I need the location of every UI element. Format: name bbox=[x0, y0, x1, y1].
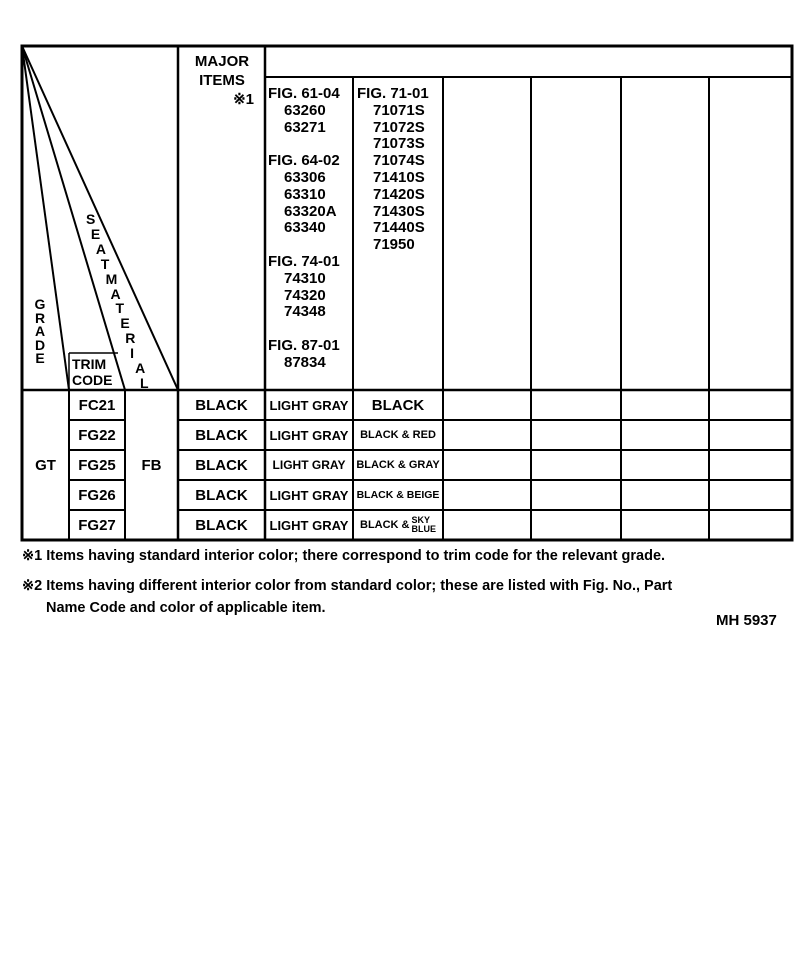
figure-line: 71410S bbox=[373, 168, 425, 186]
figure-line: 63320A bbox=[284, 202, 337, 220]
color-cell: LIGHT GRAY bbox=[269, 427, 349, 443]
seat-material-letter: S bbox=[86, 211, 96, 227]
figure-line: 63260 bbox=[284, 101, 326, 119]
trim-code-cell: FC21 bbox=[78, 396, 116, 414]
grade-value: GT bbox=[35, 456, 56, 474]
note-2-line-2: Name Code and color of applicable item. bbox=[46, 600, 326, 616]
figure-line: FIG. 87-01 bbox=[268, 336, 340, 354]
figure-line: 74348 bbox=[284, 303, 326, 321]
trim-code-header: TRIM CODE bbox=[72, 356, 113, 388]
note-2-line-1: ※2 Items having different interior color from standard color; these are listed with Fig. No., Part bbox=[22, 578, 673, 594]
color-main: BLACK & bbox=[360, 519, 410, 531]
color-cell: LIGHT GRAY bbox=[272, 458, 346, 472]
seat-material-letter: A bbox=[110, 285, 121, 302]
figure-line: 71430S bbox=[373, 202, 425, 220]
figure-line: 71420S bbox=[373, 185, 425, 203]
grade-letter: R bbox=[34, 309, 46, 326]
trim-code-cell: FG26 bbox=[78, 486, 116, 504]
grade-header bbox=[32, 298, 48, 366]
figure-column-1 bbox=[268, 86, 340, 372]
color-cell: LIGHT GRAY bbox=[269, 517, 349, 533]
color-cell: LIGHT GRAY bbox=[269, 397, 349, 413]
major-color-cell: BLACK bbox=[195, 396, 248, 414]
figure-line: FIG. 74-01 bbox=[268, 252, 340, 270]
figure-line: 87834 bbox=[284, 353, 326, 371]
figure-line: 71950 bbox=[373, 236, 415, 254]
figure-line: 71440S bbox=[373, 219, 425, 237]
figure-line: 74310 bbox=[284, 269, 326, 287]
seat-material-letter: E bbox=[90, 225, 101, 242]
seat-material-letter: M bbox=[105, 270, 118, 287]
seat-material-letter: I bbox=[130, 345, 135, 362]
note-1: ※1 Items having standard interior color; there correspond to trim code for the relevant grade. bbox=[22, 548, 666, 564]
seat-material-letter: T bbox=[100, 255, 110, 272]
color-cell: BLACK & RED bbox=[360, 429, 436, 441]
figure-column-2 bbox=[357, 86, 429, 254]
figure-line bbox=[268, 237, 340, 254]
figure-line: FIG. 61-04 bbox=[268, 85, 340, 102]
color-cell: BLACK & BEIGE bbox=[356, 489, 440, 501]
document-code: MH 5937 bbox=[716, 612, 777, 629]
major-color-cell: BLACK bbox=[195, 516, 248, 534]
grade-letter: E bbox=[35, 350, 45, 366]
color-cell: BLACK & GRAY bbox=[356, 459, 440, 471]
figure-line: 63310 bbox=[284, 185, 326, 203]
seat-material-letter: E bbox=[120, 315, 130, 332]
color-cell: BLACK bbox=[371, 396, 425, 414]
color-cell bbox=[353, 510, 443, 540]
figure-line: 71071S bbox=[373, 101, 425, 119]
major-color-cell: BLACK bbox=[195, 426, 248, 444]
figure-line: 71072S bbox=[373, 118, 425, 136]
figure-line bbox=[268, 321, 340, 338]
seat-material-letter: A bbox=[95, 240, 106, 257]
trim-code-cell: FG22 bbox=[78, 426, 116, 444]
grade-letter: G bbox=[34, 296, 46, 312]
major-color-cell: BLACK bbox=[195, 456, 248, 474]
seat-material-value: FB bbox=[141, 456, 162, 474]
grade-letter: D bbox=[34, 336, 46, 353]
seat-material-letter: T bbox=[115, 300, 125, 317]
color-stacked: SKY BLUE bbox=[411, 515, 436, 534]
seat-material-letter: R bbox=[125, 330, 136, 347]
figure-line: 71074S bbox=[373, 152, 425, 170]
seat-material-letter: A bbox=[135, 360, 146, 377]
figure-line: FIG. 71-01 bbox=[357, 85, 429, 102]
grade-letter: A bbox=[34, 323, 46, 339]
figure-line: 71073S bbox=[373, 135, 425, 153]
trim-code-cell: FG25 bbox=[78, 456, 116, 474]
figure-line: FIG. 64-02 bbox=[268, 152, 340, 170]
figure-line: 63340 bbox=[284, 219, 326, 237]
seat-material-letter: L bbox=[140, 375, 149, 391]
figure-line: 63306 bbox=[284, 168, 326, 186]
figure-line: 74320 bbox=[284, 286, 326, 304]
trim-code-cell: FG27 bbox=[78, 516, 116, 534]
figure-line bbox=[268, 136, 340, 153]
figure-line: 63271 bbox=[284, 118, 326, 136]
major-color-cell: BLACK bbox=[195, 486, 248, 504]
major-items-header: MAJOR ITEMS ※1 bbox=[194, 53, 254, 108]
color-cell: LIGHT GRAY bbox=[269, 487, 349, 503]
